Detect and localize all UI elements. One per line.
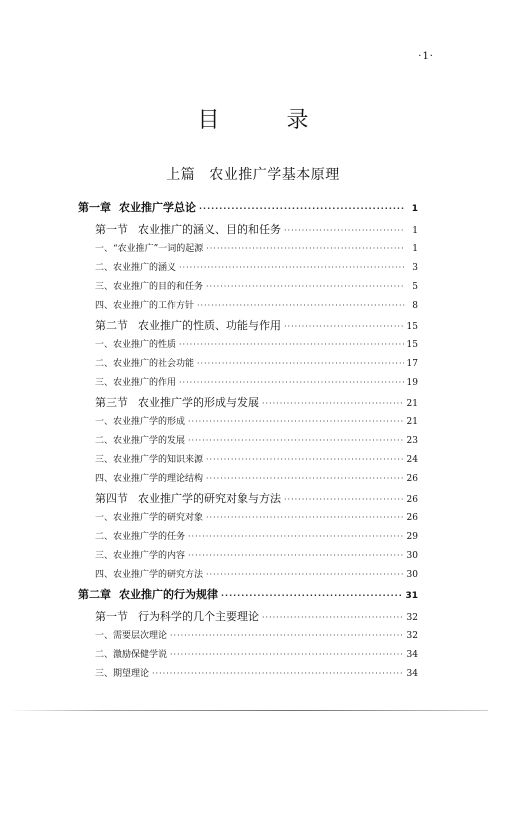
table-of-contents [78,199,418,685]
item-title: 四、农业推广的工作方针 [95,301,195,311]
toc-entry-title [95,510,203,523]
toc-page-number: 24 [406,455,418,465]
dot-leader [262,399,404,408]
part-label: 上篇 [166,167,196,183]
chapter-number: 第二章 [78,588,111,601]
section-number: 第四节 [95,492,128,505]
part-heading [0,164,506,184]
dot-leader [179,263,405,272]
toc-entry-item[interactable] [78,337,418,356]
toc-page-number: 26 [406,474,418,484]
section-title: 农业推广学的研究对象与方法 [138,492,281,505]
toc-entry-item[interactable] [78,628,418,647]
toc-page-number: 19 [406,378,418,388]
toc-page-number: 1 [411,204,418,214]
toc-page-number: 30 [406,551,418,561]
section-number: 第二节 [95,319,128,332]
page-number: ·1· [418,51,434,62]
toc-page-number: 23 [406,436,418,446]
toc-entry-title [95,356,194,369]
toc-page-number: 34 [406,650,418,660]
toc-entry-title [95,647,167,660]
toc-entry-chapter[interactable] [78,586,418,608]
toc-entry-item[interactable] [78,414,418,433]
toc-entry-title [95,414,185,427]
toc-page-number: 29 [406,532,418,542]
toc-entry-section[interactable] [78,608,418,628]
toc-entry-item[interactable] [78,647,418,666]
dot-leader [206,455,404,464]
toc-entry-item[interactable] [78,298,418,317]
toc-entry-item[interactable] [78,279,418,298]
toc-entry-title [95,666,149,679]
toc-entry-title [95,298,194,311]
dot-leader [284,495,404,504]
toc-entry-title [95,548,185,561]
toc-entry-chapter[interactable] [78,199,418,221]
toc-page-number: 3 [412,263,418,273]
toc-entry-item[interactable] [78,356,418,375]
dot-leader [188,417,404,426]
item-title: 二、激励保健学说 [95,650,168,660]
toc-entry-title [95,608,259,624]
toc-page-number: 15 [406,322,418,332]
toc-page-number: 1 [412,244,418,254]
toc-page-number: 32 [406,613,418,623]
dot-leader [284,322,404,331]
toc-page-number: 21 [406,417,418,427]
item-title: 二、农业推广的涵义 [95,263,177,273]
item-title: 一、“农业推广”一词的起源 [95,244,204,254]
dot-leader [197,359,404,368]
dot-leader [179,340,404,349]
toc-entry-title [95,337,176,350]
toc-entry-section[interactable] [78,317,418,337]
dot-leader [188,532,404,541]
item-title: 三、期望理论 [95,669,150,679]
toc-entry-item[interactable] [78,433,418,452]
chapter-number: 第一章 [78,201,111,214]
section-title: 农业推广学的形成与发展 [138,396,259,409]
toc-entry-title [95,317,281,333]
item-title: 四、农业推广学的理论结构 [95,474,204,484]
toc-entry-title [78,586,218,602]
dot-leader [152,669,404,678]
toc-entry-item[interactable] [78,241,418,260]
toc-entry-section[interactable] [78,490,418,510]
dot-leader [188,436,404,445]
item-title: 一、农业推广的性质 [95,340,177,350]
dot-leader [221,591,402,600]
item-title: 二、农业推广的社会功能 [95,359,195,369]
dot-leader [206,474,404,483]
dot-leader [199,204,405,213]
dot-leader [206,282,405,291]
toc-page-number: 31 [405,591,418,601]
toc-entry-title [95,375,176,388]
item-title: 三、农业推广学的知识来源 [95,455,204,465]
toc-page-number: 15 [406,340,418,350]
dot-leader [179,378,404,387]
toc-entry-item[interactable] [78,375,418,394]
chapter-title: 农业推广的行为规律 [119,588,218,601]
section-number: 第三节 [95,396,128,409]
toc-entry-title [95,628,167,641]
dot-leader [170,631,404,640]
item-title: 一、需要层次理论 [95,631,168,641]
dot-leader [206,570,404,579]
dot-leader [284,226,405,235]
toc-entry-title [95,529,185,542]
dot-leader [188,551,404,560]
toc-page-number: 32 [406,631,418,641]
scan-divider-line [8,710,488,711]
toc-title: 目 录 [197,108,339,133]
section-number: 第一节 [95,223,128,236]
toc-page-number: 21 [406,399,418,409]
toc-page-number: 26 [406,513,418,523]
section-title: 行为科学的几个主要理论 [138,610,259,623]
toc-entry-title [95,260,176,273]
item-title: 三、农业推广的作用 [95,378,177,388]
toc-entry-item[interactable] [78,567,418,586]
dot-leader [262,613,404,622]
toc-entry-title [95,471,203,484]
toc-entry-title [95,567,203,580]
toc-entry-title [95,279,203,292]
dot-leader [206,513,404,522]
toc-entry-item[interactable] [78,548,418,567]
toc-entry-section[interactable] [78,221,418,241]
item-title: 三、农业推广学的内容 [95,551,186,561]
toc-page-number: 30 [406,570,418,580]
toc-entry-item[interactable] [78,510,418,529]
toc-entry-title [78,199,196,215]
section-number: 第一节 [95,610,128,623]
dot-leader [206,244,405,253]
toc-entry-title [95,452,203,465]
chapter-title: 农业推广学总论 [119,201,196,214]
section-title: 农业推广的性质、功能与作用 [138,319,281,332]
toc-entry-title [95,241,203,254]
toc-entry-title [95,433,185,446]
item-title: 二、农业推广学的任务 [95,532,186,542]
toc-entry-title [95,394,259,410]
item-title: 一、农业推广学的形成 [95,417,186,427]
toc-entry-item[interactable] [78,529,418,548]
toc-page-number: 26 [406,495,418,505]
toc-entry-section[interactable] [78,394,418,414]
toc-entry-item[interactable] [78,260,418,279]
item-title: 二、农业推广学的发展 [95,436,186,446]
toc-entry-title [95,490,281,506]
part-title: 农业推广学基本原理 [209,167,340,183]
dot-leader [170,650,404,659]
toc-page-number: 17 [406,359,418,369]
toc-page-number: 34 [406,669,418,679]
toc-entry-item[interactable] [78,452,418,471]
item-title: 四、农业推广学的研究方法 [95,570,204,580]
toc-page-number: 5 [412,282,418,292]
dot-leader [197,301,405,310]
toc-entry-item[interactable] [78,471,418,490]
toc-page-number: 1 [412,226,418,236]
toc-page-number: 8 [412,301,418,311]
section-title: 农业推广的涵义、目的和任务 [138,223,281,236]
toc-entry-item[interactable] [78,666,418,685]
toc-entry-title [95,221,281,237]
item-title: 一、农业推广学的研究对象 [95,513,204,523]
item-title: 三、农业推广的目的和任务 [95,282,204,292]
